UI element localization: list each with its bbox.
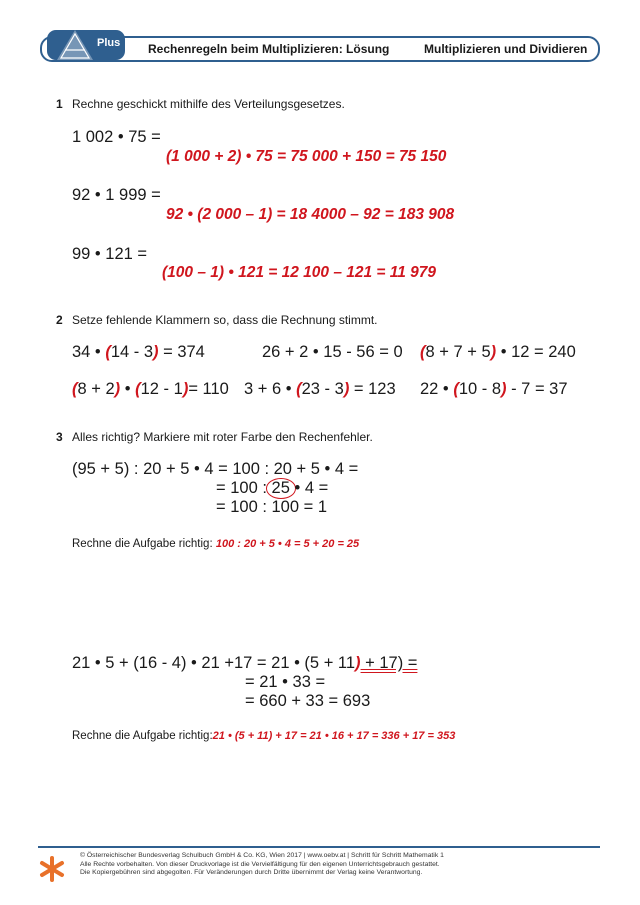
calc-a-line-2: = 100 : 25 • 4 = (216, 479, 329, 497)
calc-b-line-3: = 660 + 33 = 693 (245, 692, 371, 710)
task-1-expression: 99 • 121 = (72, 245, 148, 263)
answer-label: Rechne die Aufgabe richtig:21 • (5 + 11) + 17 = 21 • 16 + 17 = 336 + 17 = 353 (72, 730, 456, 742)
task-1-number: 1 (56, 97, 63, 111)
copyright-footer: © Österreichischer Bundesverlag Schulbuch GmbH & Co. KG, Wien 2017 | www.oebv.at | Schritt für Schritt Mathematik 1 Alle Rechte vorbehalten. Von dieser Druckvorlage ist die Vervielfältigung für den eigenen Unterrichtsgebrauch gestattet. Die Kopiergebühren sind abgegolten. Für Veränderungen durch Dritte übernimmt der Verlag keine Verantwortung. (80, 852, 444, 877)
task-1-solution: (100 – 1) • 121 = 12 100 – 121 = 11 979 (162, 264, 437, 281)
equation-r2c2: 3 + 6 • (23 - 3) = 123 (244, 380, 396, 398)
task-2-instruction: Setze fehlende Klammern so, dass die Rechnung stimmt. (72, 313, 378, 327)
svg-text:Plus: Plus (97, 37, 121, 49)
task-1-solution: 92 • (2 000 – 1) = 18 4000 – 92 = 183 908 (166, 206, 455, 223)
answer-b: 21 • (5 + 11) + 17 = 21 • 16 + 17 = 336 + 17 = 353 (212, 730, 456, 742)
task-1-instruction: Rechne geschickt mithilfe des Verteilungsgesetzes. (72, 97, 345, 111)
equation-r1c2: 26 + 2 • 15 - 56 = 0 (262, 343, 403, 361)
task-1-solution: (1 000 + 2) • 75 = 75 000 + 150 = 75 150 (166, 148, 447, 165)
task-3-number: 3 (56, 430, 63, 444)
topic-title: Multiplizieren und Dividieren (424, 42, 588, 56)
task-1-expression: 92 • 1 999 = (72, 186, 161, 204)
publisher-logo-icon (38, 854, 66, 884)
error-marked: ) (355, 654, 361, 672)
error-underlined: + 17) = (360, 654, 418, 672)
equation-r1c1: 34 • (14 - 3) = 374 (72, 343, 205, 361)
equation-r2c3: 22 • (10 - 8) - 7 = 37 (420, 380, 568, 398)
equation-r2c1: (8 + 2) • (12 - 1)= 110 (72, 380, 229, 398)
task-1-expression: 1 002 • 75 = (72, 128, 161, 146)
worksheet-title: Rechenregeln beim Multiplizieren: Lösung (148, 42, 390, 56)
error-marked: 25 (266, 478, 296, 499)
answer-a: 100 : 20 + 5 • 4 = 5 + 20 = 25 (215, 538, 360, 550)
equation-r1c3: (8 + 7 + 5) • 12 = 240 (420, 343, 576, 361)
calc-b-line-2: = 21 • 33 = (245, 673, 326, 691)
plus-logo-icon (47, 24, 125, 64)
task-3-instruction: Alles richtig? Markiere mit roter Farbe den Rechenfehler. (72, 430, 373, 444)
calc-a-line-3: = 100 : 100 = 1 (216, 498, 328, 516)
footer-divider (38, 846, 600, 848)
answer-label: Rechne die Aufgabe richtig: 100 : 20 + 5 • 4 = 5 + 20 = 25 (72, 538, 360, 550)
calc-a-line-1: (95 + 5) : 20 + 5 • 4 = 100 : 20 + 5 • 4 = (72, 460, 359, 478)
calc-b-line-1: 21 • 5 + (16 - 4) • 21 +17 = 21 • (5 + 11) + 17) = (72, 654, 418, 672)
task-2-number: 2 (56, 313, 63, 327)
